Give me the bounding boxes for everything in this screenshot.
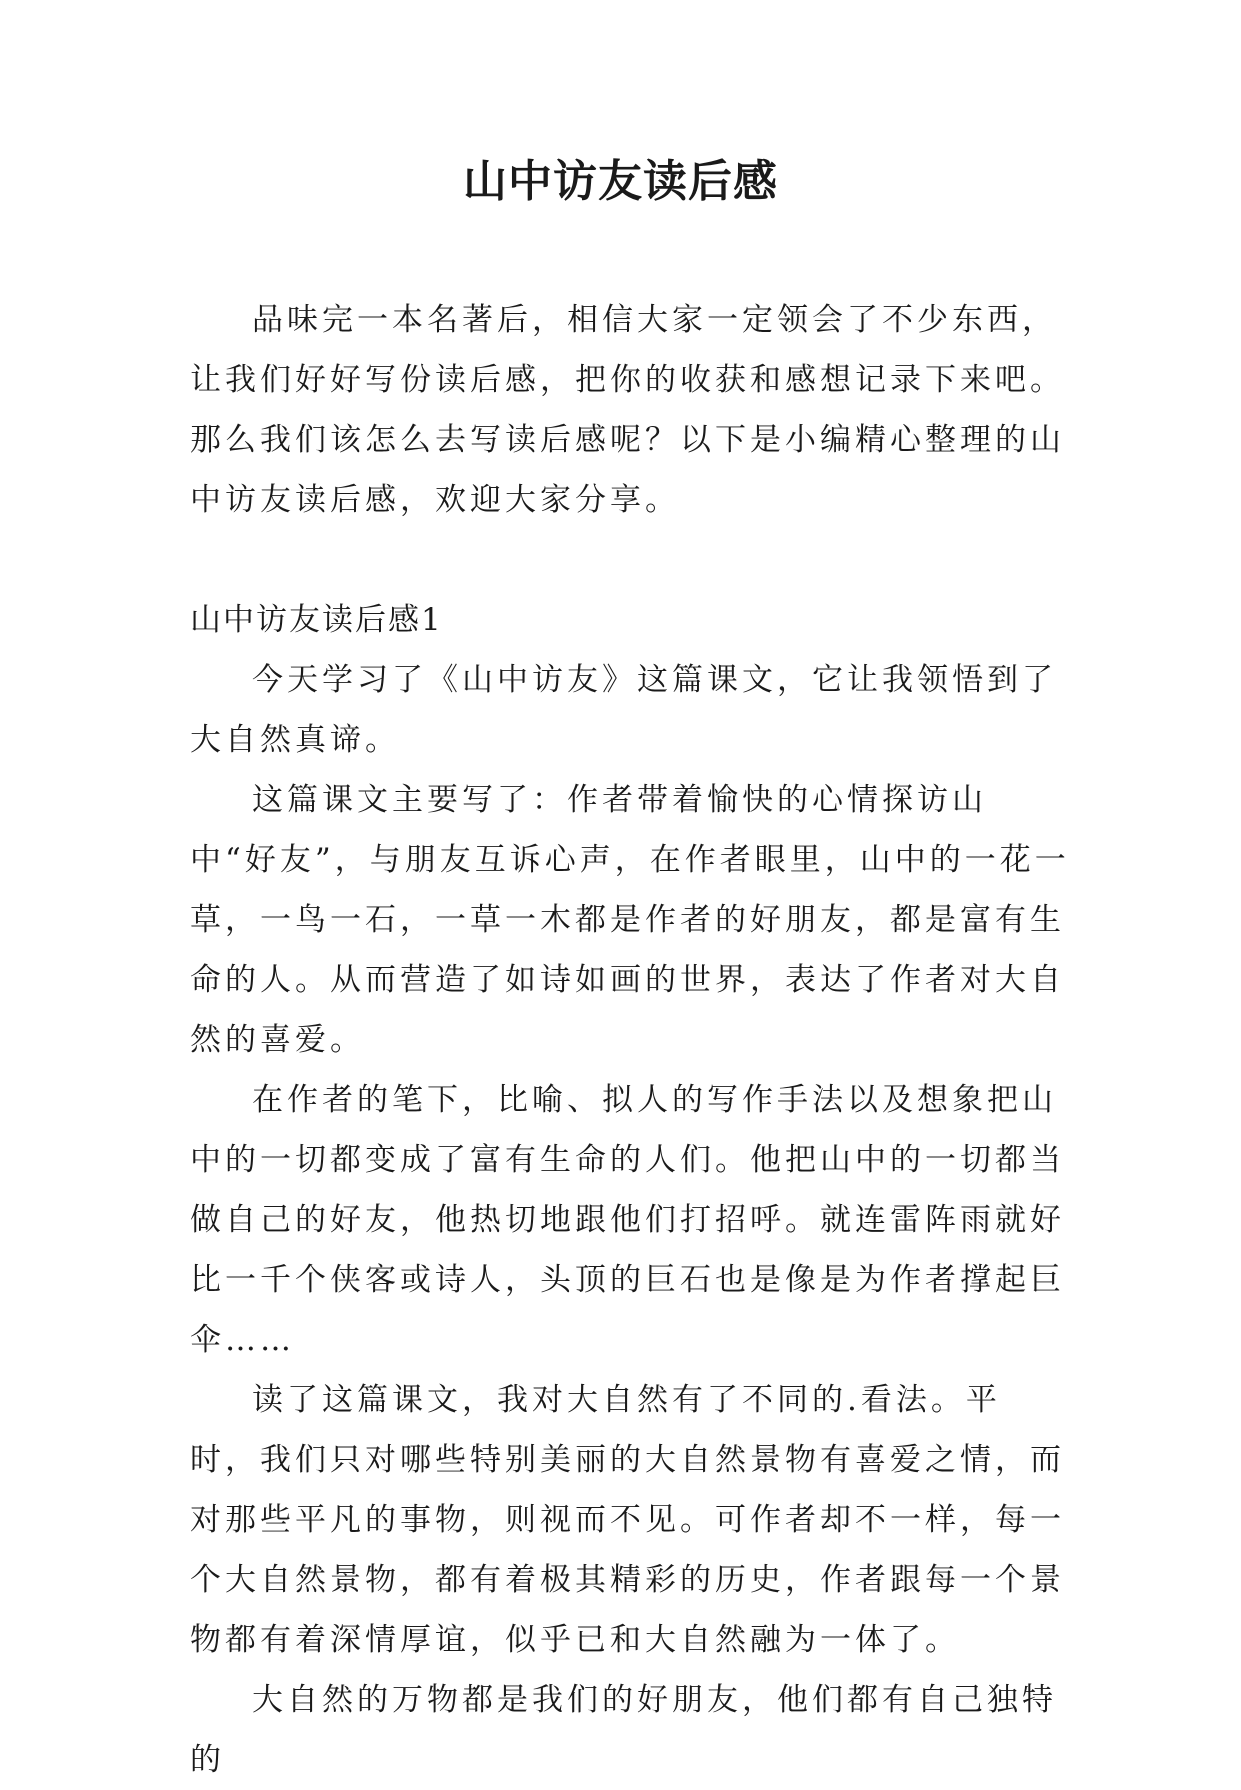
body-paragraph: 大自然的万物都是我们的好朋友，他们都有自己独特的 <box>190 1682 1057 1778</box>
intro-paragraph: 品味完一本名著后，相信大家一定领会了不少东西，让我们好好写份读后感，把你的收获和感想记录下来吧。那么我们该怎么去写读后感呢？以下是小编精心整理的山中访友读后感，欢迎大家分享。 <box>190 302 1065 518</box>
document-title: 山中访友读后感 <box>463 156 778 207</box>
body-paragraph: 今天学习了《山中访友》这篇课文，它让我领悟到了大自然真谛。 <box>190 662 1057 758</box>
body-paragraph: 读了这篇课文，我对大自然有了不同的.看法。平时，我们只对哪些特别美丽的大自然景物有喜爱之情，而对那些平凡的事物，则视而不见。可作者却不一样，每一个大自然景物，都有着极其精彩的历史，作者跟每一个景物都有着深情厚谊，似乎已和大自然融为一体了。 <box>190 1382 1065 1658</box>
body-paragraph: 在作者的笔下，比喻、拟人的写作手法以及想象把山中的一切都变成了富有生命的人们。他把山中的一切都当做自己的好友，他热切地跟他们打招呼。就连雷阵雨就好比一千个侠客或诗人，头顶的巨石也是像是为作者撑起巨伞…… <box>190 1082 1065 1358</box>
document-body <box>190 290 1070 1790</box>
section-heading: 山中访友读后感1 <box>190 602 443 638</box>
body-paragraph: 这篇课文主要写了：作者带着愉快的心情探访山中“好友”，与朋友互诉心声，在作者眼里，山中的一花一草，一鸟一石，一草一木都是作者的好朋友，都是富有生命的人。从而营造了如诗如画的世界，表达了作者对大自然的喜爱。 <box>190 782 1070 1058</box>
